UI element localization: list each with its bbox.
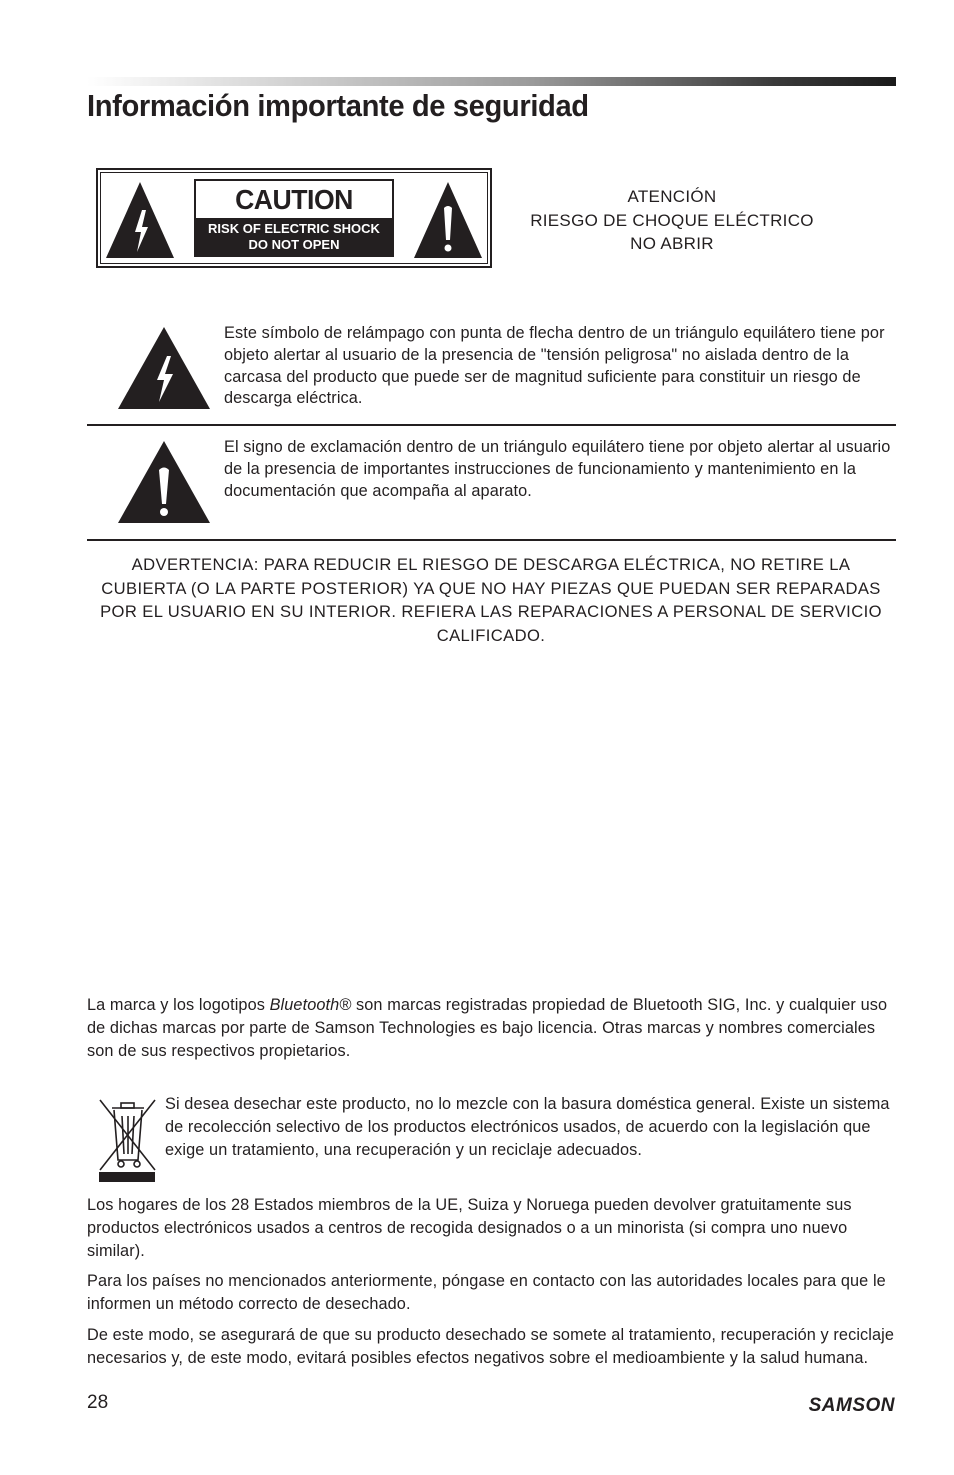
bluetooth-text-after: son marcas registradas propiedad de Bluetooth SIG, Inc. y cualquier uso de dichas marcas por parte de Samson Technologies es bajo licencia. Otras marcas y nombres comerciales son de sus respectivos propietarios. bbox=[87, 996, 888, 1060]
lightning-symbol-row bbox=[87, 322, 896, 418]
disposal-para-3: De este modo, se asegurará de que su producto desechado se somete al tratamiento, recuperación y reciclaje necesarios y, de este modo, evitará posibles efectos negativos sobre el medioambiente y la salud humana. bbox=[87, 1326, 895, 1367]
caution-label bbox=[96, 168, 492, 268]
warning-text: ADVERTENCIA: PARA REDUCIR EL RIESGO DE DESCARGA ELÉCTRICA, NO RETIRE LA CUBIERTA (O LA PARTE POSTERIOR) YA QUE NO HAY PIEZAS QUE PUEDAN SER REPARADAS POR EL USUARIO EN SU INTERIOR. REFIERA LAS REPARACIONES A PERSONAL DE SERVICIO CALIFICADO. bbox=[100, 555, 882, 645]
atencion-line1: ATENCIÓN bbox=[627, 187, 717, 206]
divider bbox=[87, 424, 896, 426]
caution-band bbox=[196, 218, 392, 255]
exclamation-symbol-text: El signo de exclamación dentro de un triángulo equilátero tiene por objeto alertar al usuario de la presencia de importantes instrucciones de funcionamiento y mantenimiento en la documentación que acompaña al aparato. bbox=[224, 438, 891, 500]
caution-sign bbox=[194, 179, 394, 257]
lightning-symbol-text: Este símbolo de relámpago con punta de flecha dentro de un triángulo equilátero tiene por objeto alertar al usuario de la presencia de "tensión peligrosa" no aislada dentro de la carcasa del producto que puede ser de magnitud suficiente para constituir un riesgo de descarga eléctrica. bbox=[224, 324, 885, 408]
disposal-intro: Si desea desechar este producto, no lo mezcle con la basura doméstica general. Existe un sistema de recolección selectivo de los productos electrónicos usados, de acuerdo con la legislación que exige un tratamiento, una recuperación y un reciclaje adecuados. bbox=[165, 1095, 890, 1159]
caution-line1: RISK OF ELECTRIC SHOCK bbox=[208, 221, 380, 236]
svg-text:SAMSON: SAMSON bbox=[808, 1395, 895, 1414]
atencion-line2: RIESGO DE CHOQUE ELÉCTRICO bbox=[530, 210, 814, 230]
bluetooth-brand: Bluetooth® bbox=[269, 996, 352, 1014]
atencion-notice bbox=[520, 185, 824, 256]
caution-line2: DO NOT OPEN bbox=[248, 237, 340, 252]
lightning-triangle-icon bbox=[117, 326, 211, 410]
caution-word: CAUTION bbox=[235, 184, 353, 215]
lightning-triangle-icon bbox=[104, 180, 176, 260]
page-number: 28 bbox=[87, 1392, 109, 1413]
disposal-para-2: Para los países no mencionados anteriormente, póngase en contacto con las autoridades locales para que le informen un método correcto de desechado. bbox=[87, 1272, 886, 1313]
crossed-bin-icon bbox=[97, 1096, 157, 1184]
exclamation-triangle-icon bbox=[117, 440, 211, 524]
exclamation-symbol-row bbox=[87, 436, 896, 532]
header-gradient-bar bbox=[87, 77, 896, 86]
atencion-line3: NO ABRIR bbox=[630, 234, 714, 253]
divider bbox=[87, 539, 896, 541]
bluetooth-text-before: La marca y los logotipos bbox=[87, 996, 270, 1014]
disposal-para-1: Los hogares de los 28 Estados miembros de la UE, Suiza y Noruega pueden devolver gratuitamente sus productos electrónicos usados a centros de recogida designados o a un minorista (si compra uno nuevo similar). bbox=[87, 1196, 852, 1260]
bluetooth-notice bbox=[87, 994, 899, 1063]
samson-logo bbox=[778, 1394, 896, 1414]
page-title: Información importante de seguridad bbox=[87, 88, 589, 123]
exclamation-triangle-icon bbox=[412, 180, 484, 260]
